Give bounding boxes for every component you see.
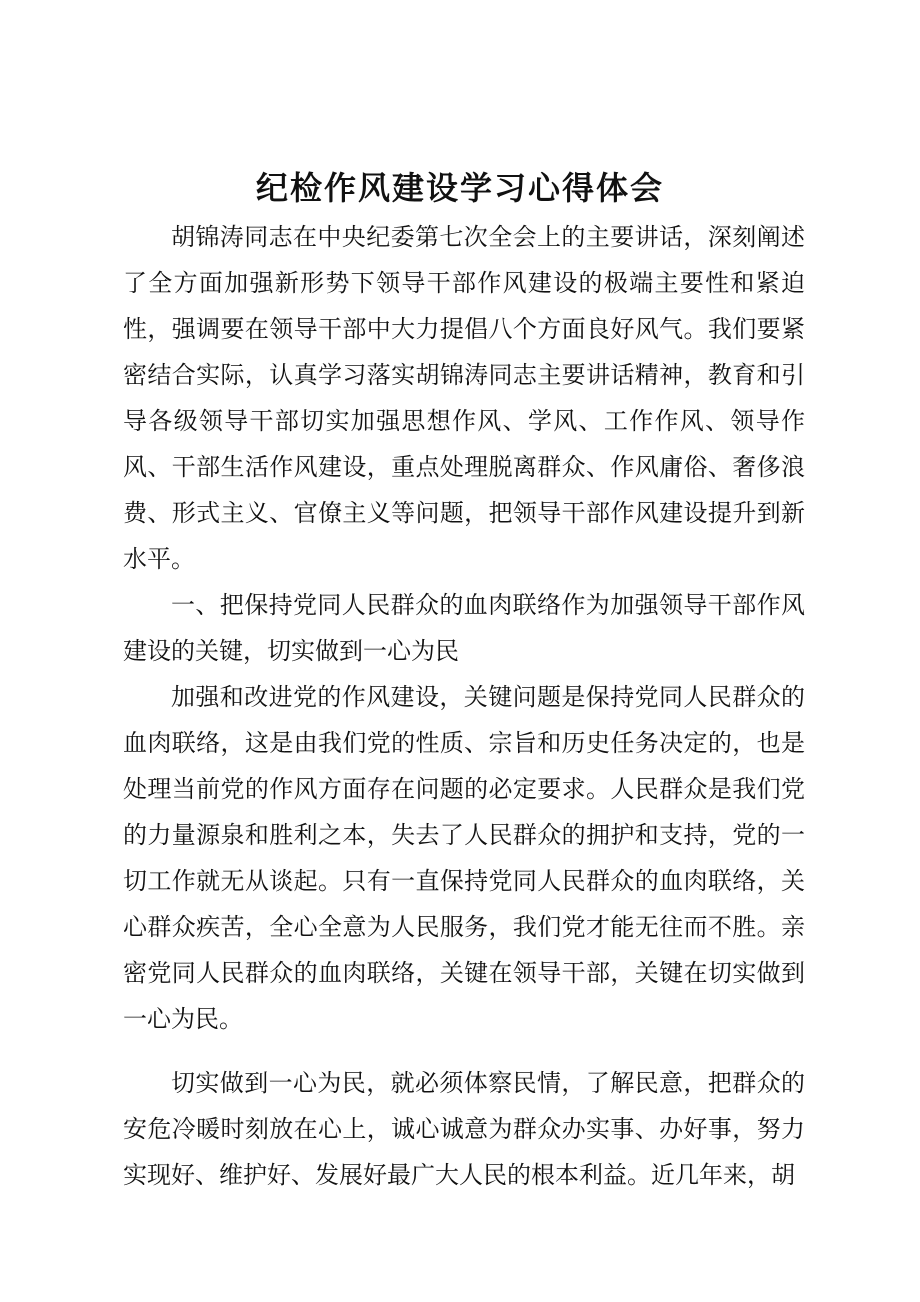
document-title: 纪检作风建设学习心得体会 <box>255 169 664 207</box>
paragraph-party-connection: 加强和改进党的作风建设，关键问题是保持党同人民群众的血肉联络，这是由我们党的性质、宗旨和历史任务决定的，也是处理当前党的作风方面存在问题的必定要求。人民群众是我们党的力量源泉和胜利之本，失去了人民群众的拥护和支持，党的一切工作就无从谈起。只有一直保持党同人民群众的血肉联络，关心群众疾苦，全心全意为人民服务，我们党才能无往而不胜。亲密党同人民群众的血肉联络，关键在领导干部，关键在切实做到一心为民。 <box>123 683 805 1033</box>
paragraph-serve-people: 切实做到一心为民，就必须体察民情，了解民意，把群众的安危冷暖时刻放在心上，诚心诚意为群众办实事、办好事，努力实现好、维护好、发展好最广大人民的根本利益。近几年来，胡 <box>123 1069 805 1189</box>
document-body <box>123 214 805 1198</box>
section-heading-1: 一、把保持党同人民群众的血肉联络作为加强领导干部作风建设的关键，切实做到一心为民 <box>123 591 805 665</box>
paragraph-intro: 胡锦涛同志在中央纪委第七次全会上的主要讲话，深刻阐述了全方面加强新形势下领导干部作风建设的极端主要性和紧迫性，强调要在领导干部中大力提倡八个方面良好风气。我们要紧密结合实际，认真学习落实胡锦涛同志主要讲话精神，教育和引导各级领导干部切实加强思想作风、学风、工作作风、领导作风、干部生活作风建设，重点处理脱离群众、作风庸俗、奢侈浪费、形式主义、官僚主义等问题，把领导干部作风建设提升到新水平。 <box>123 223 805 573</box>
